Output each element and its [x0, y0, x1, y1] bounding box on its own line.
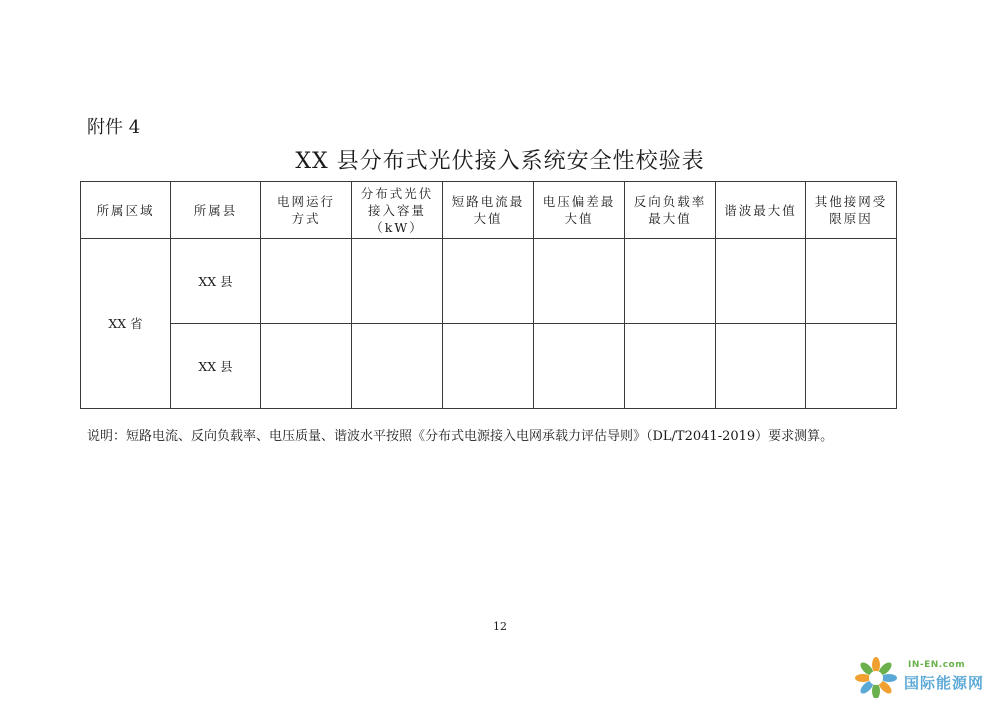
data-cell: [352, 324, 443, 409]
data-cell: [443, 239, 534, 324]
header-text: 反向负载率: [633, 194, 707, 209]
header-cell-grid-mode: [261, 182, 352, 239]
data-cell: [534, 324, 625, 409]
table-header-row: [81, 182, 897, 239]
header-cell-pv-capacity: [352, 182, 443, 239]
data-cell: [806, 239, 897, 324]
header-text: （kW）: [370, 219, 424, 235]
header-text: 大值: [473, 211, 503, 226]
data-cell: [625, 239, 716, 324]
header-text: 限原因: [829, 211, 873, 226]
table-row: [81, 324, 897, 409]
header-text: 最大值: [648, 211, 692, 226]
data-cell: [261, 239, 352, 324]
data-cell: [534, 239, 625, 324]
data-cell: [716, 324, 806, 409]
region-cell: XX 省: [81, 239, 171, 409]
county-cell: XX 县: [171, 239, 261, 324]
page-number: 12: [493, 620, 507, 633]
header-text: 谐波最大值: [724, 202, 797, 218]
data-cell: [443, 324, 534, 409]
header-text: 接入容量: [367, 202, 426, 218]
header-text: 大值: [564, 211, 594, 226]
header-cell-short-circuit: [443, 182, 534, 239]
header-cell-voltage-deviation: [534, 182, 625, 239]
header-text: 所属县: [193, 202, 238, 218]
header-text: 分布式光伏: [360, 185, 434, 201]
header-text: 方式: [291, 211, 321, 226]
attachment-label: 附件 4: [87, 117, 141, 138]
data-cell: [261, 324, 352, 409]
watermark-cn: 国际能源网: [904, 674, 985, 692]
header-text: 短路电流最: [451, 194, 525, 209]
header-cell-region: [81, 182, 171, 239]
header-cell-reverse-load: [625, 182, 716, 239]
header-text: 其他接网受: [814, 194, 888, 209]
sunflower-logo-icon: [852, 656, 902, 698]
data-cell: [352, 239, 443, 324]
table-row: [81, 239, 897, 324]
county-cell: XX 县: [171, 324, 261, 409]
header-text: 电网运行: [276, 194, 335, 209]
data-cell: [806, 324, 897, 409]
verification-table: [80, 181, 897, 409]
header-cell-harmonic: [716, 182, 806, 239]
header-cell-county: [171, 182, 261, 239]
data-cell: [625, 324, 716, 409]
header-cell-other-limits: [806, 182, 897, 239]
header-text: 电压偏差最: [542, 194, 616, 209]
header-text: 所属区域: [96, 202, 155, 218]
page-title: XX 县分布式光伏接入系统安全性校验表: [295, 149, 705, 174]
watermark-en: IN-EN.com: [908, 660, 966, 670]
footnote: 说明：短路电流、反向负载率、电压质量、谐波水平按照《分布式电源接入电网承载力评估导则》（DL/T2041-2019）要求测算。: [87, 429, 834, 444]
data-cell: [716, 239, 806, 324]
watermark-logo: [852, 654, 992, 700]
